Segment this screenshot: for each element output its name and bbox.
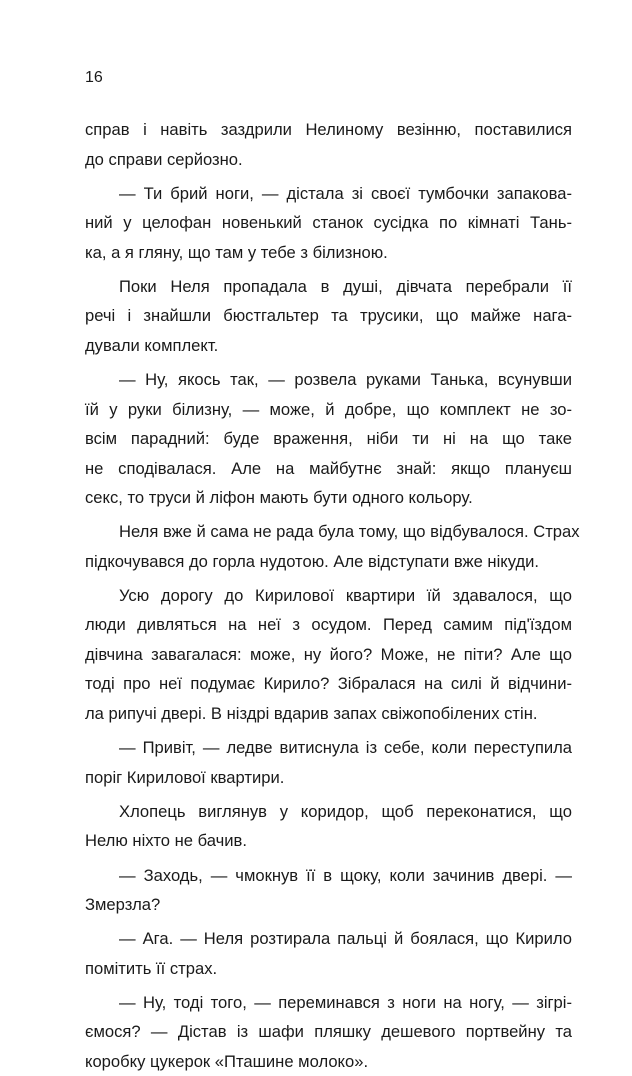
text-line: не сподівалася. Але на майбутнє знай: якщо плануєш: [85, 458, 572, 478]
paragraph: [85, 924, 572, 983]
paragraph: [85, 179, 572, 268]
text-line: Поки Неля пропадала в душі, дівчата перебрали її: [119, 276, 572, 296]
text-line: підкочувався до горла нудотою. Але відступати вже нікуди.: [85, 551, 540, 571]
text-line: до справи серйозно.: [85, 149, 243, 169]
text-line: Нелю ніхто не бачив.: [85, 831, 247, 851]
text-line: дували комплект.: [85, 335, 219, 355]
text-line: Хлопець виглянув у коридор, щоб переконатися, що: [119, 801, 572, 821]
text-line: — Ти брий ноги, — дістала зі своєї тумбочки запакова-: [119, 183, 572, 203]
text-line: Неля вже й сама не рада була тому, що відбувалося. Страх: [119, 522, 580, 542]
page-number: 16: [85, 69, 103, 86]
paragraph: [85, 861, 572, 920]
paragraph: [85, 797, 572, 856]
text-line: — Ага. — Неля розтирала пальці й боялася, що Кирило: [119, 929, 572, 949]
paragraph: [85, 115, 572, 174]
text-line: ний у целофан новенький станок сусідка по кімнаті Тань-: [85, 213, 572, 233]
text-line: речі і знайшли бюстгальтер та трусики, що майже нага-: [85, 306, 572, 326]
text-line: — Привіт, — ледве витиснула із себе, коли переступила: [119, 738, 572, 758]
text-line: — Ну, тоді того, — переминався з ноги на ногу, — зігрі-: [119, 992, 572, 1012]
text-line: поріг Кирилової квартири.: [85, 767, 285, 787]
paragraph: [85, 733, 572, 792]
paragraph: [85, 517, 580, 576]
text-line: помітить її страх.: [85, 958, 218, 978]
text-line: їй у руки білизну, — може, й добре, що комплект не зо-: [85, 399, 572, 419]
text-line: Змерзла?: [85, 895, 161, 914]
text-line: — Заходь, — чмокнув її в щоку, коли зачинив двері. —: [119, 865, 572, 885]
text-line: дівчина завагалася: може, ну його? Може, не піти? Але що: [85, 644, 572, 664]
text-line: секс, то труси й ліфон мають бути одного кольору.: [85, 488, 473, 508]
text-line: тоді про неї подумає Кирило? Зібралася на силі й відчини-: [85, 674, 572, 694]
text-line: — Ну, якось так, — розвела руками Танька, всунувши: [119, 370, 572, 390]
paragraph: [85, 272, 572, 361]
text-line: ла рипучі двері. В ніздрі вдарив запах свіжопобілених стін.: [85, 703, 538, 723]
paragraph: [85, 365, 572, 513]
paragraph: [85, 581, 572, 729]
text-line: ка, а я гляну, що там у тебе з білизною.: [85, 242, 388, 262]
text-line: всім парадний: буде враження, ніби ти ні на що таке: [85, 429, 572, 449]
text-line: люди дивляться на неї з осудом. Перед самим під'їздом: [85, 615, 572, 635]
paragraph: [85, 988, 572, 1076]
text-line: справ і навіть заздрили Нелиному везінню, поставилися: [85, 120, 572, 139]
text-line: Усю дорогу до Кирилової квартири їй здавалося, що: [119, 585, 572, 605]
body-text: [85, 115, 580, 1076]
text-line: ємося? — Дістав із шафи пляшку дешевого портвейну та: [85, 1022, 572, 1042]
text-line: коробку цукерок «Пташине молоко».: [85, 1051, 369, 1071]
